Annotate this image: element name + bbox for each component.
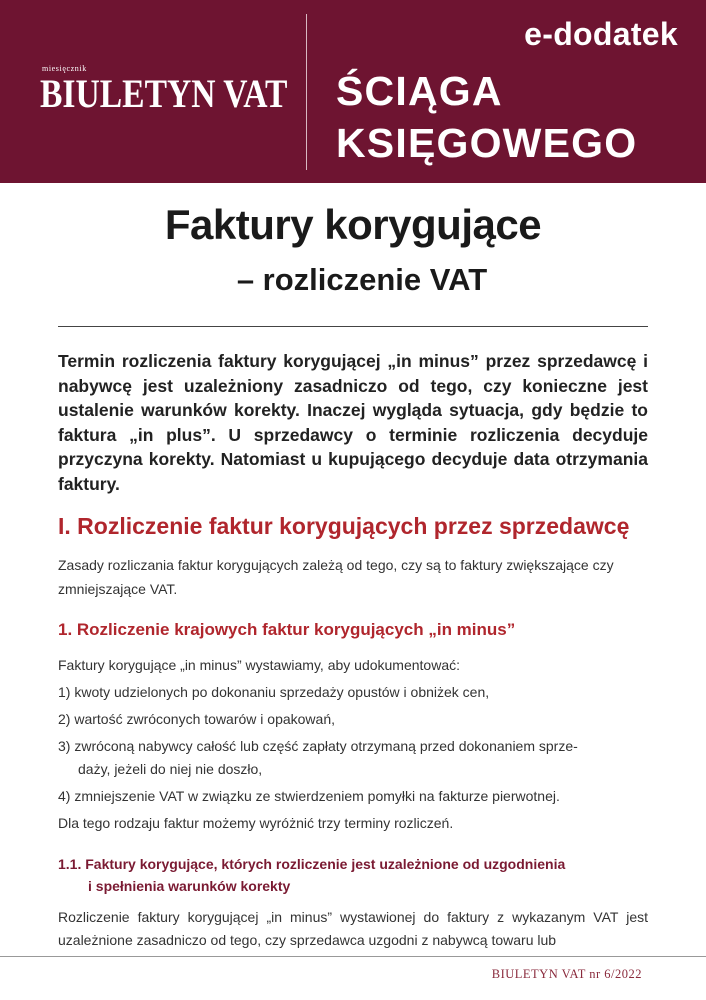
list-item: 2) wartość zwróconych towarów i opakowań, bbox=[58, 711, 336, 727]
header-title-line2: KSIĘGOWEGO bbox=[336, 120, 638, 166]
section-heading-1: I. Rozliczenie faktur korygujących przez sprzedawcę bbox=[58, 513, 630, 539]
edodatek-label: e-dodatek bbox=[524, 16, 678, 52]
subsubsection-heading-cont: i spełnienia warunków korekty bbox=[88, 878, 291, 894]
list-item-continuation: daży, jeżeli do niej nie doszło, bbox=[78, 761, 263, 777]
lead-paragraph: Termin rozliczenia faktury korygującej „in minus” przez sprzedawcę i nabywcę jest uzależniony zasadniczo od tego, czy konieczne jest ustalenie warunków korekty. Inaczej wygląda sytuacja, gdy będzie to faktura „in plus”. U sprzedawcy o terminie rozliczenia decyduje przyczyna korekty. Natomiast u kupującego decyduje data otrzymania faktury. bbox=[58, 351, 648, 494]
header-divider bbox=[306, 14, 307, 170]
logo-subtitle: miesięcznik bbox=[42, 64, 87, 73]
section-1-text: Zasady rozliczania faktur korygujących zależą od tego, czy są to faktury zwiększające czy zmniejszające VAT. bbox=[58, 557, 614, 597]
footer-issue: BIULETYN VAT nr 6/2022 bbox=[491, 967, 642, 981]
list-item: 1) kwoty udzielonych po dokonaniu sprzedaży opustów i obniżek cen, bbox=[58, 684, 490, 700]
biuletyn-vat-logo: BIULETYN VAT bbox=[40, 71, 288, 116]
list-item: 4) zmniejszenie VAT w związku ze stwierdzeniem pomyłki na fakturze pierwotnej. bbox=[58, 788, 560, 804]
page-subtitle: – rozliczenie VAT bbox=[236, 262, 488, 297]
page-title: Faktury korygujące bbox=[164, 201, 542, 248]
subsubsection-text: Rozliczenie faktury korygującej „in minus” wystawionej do faktury z wykazanym VAT jest uzależnione zasadniczo od tego, czy sprzedawca uzgodni z nabywcą towaru lub bbox=[58, 909, 648, 948]
subsection-heading-1: 1. Rozliczenie krajowych faktur korygujących „in minus” bbox=[58, 620, 516, 639]
subsection-outro: Dla tego rodzaju faktur możemy wyróżnić trzy terminy rozliczeń. bbox=[58, 815, 454, 831]
title-divider bbox=[58, 326, 648, 327]
footer-divider bbox=[0, 956, 706, 957]
header-title-line1: ŚCIĄGA bbox=[336, 68, 503, 114]
header-banner bbox=[0, 0, 706, 183]
subsection-intro: Faktury korygujące „in minus” wystawiamy, aby udokumentować: bbox=[58, 657, 461, 673]
list-item: 3) zwróconą nabywcy całość lub część zapłaty otrzymaną przed dokonaniem sprze- bbox=[58, 738, 578, 754]
subsubsection-heading: 1.1. Faktury korygujące, których rozliczenie jest uzależnione od uzgodnienia bbox=[58, 856, 566, 872]
